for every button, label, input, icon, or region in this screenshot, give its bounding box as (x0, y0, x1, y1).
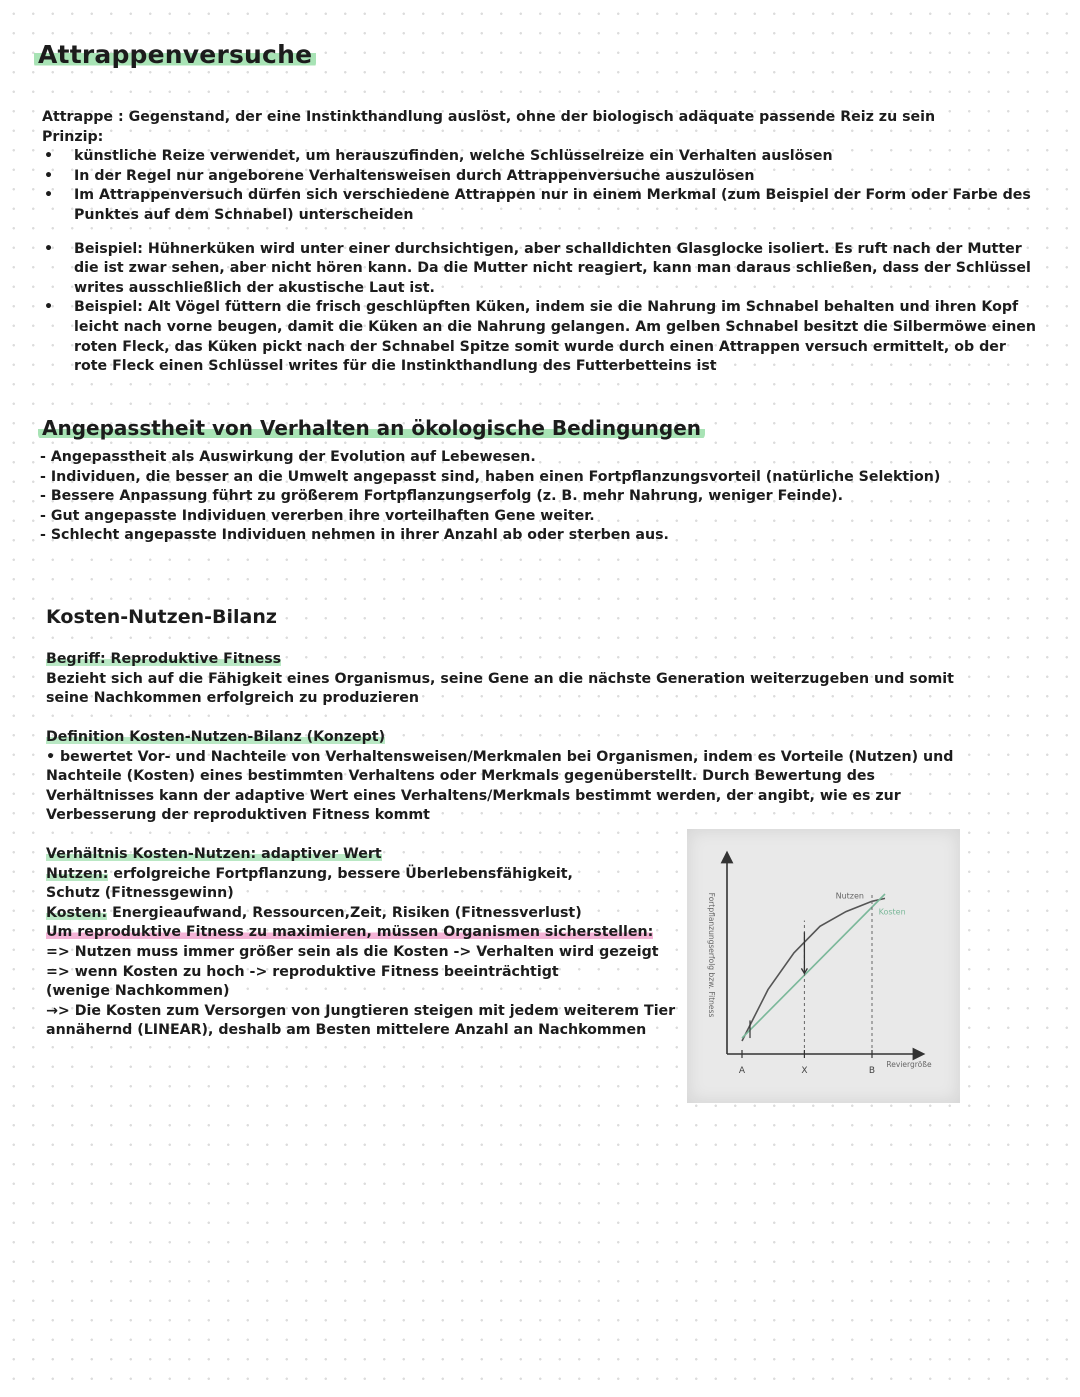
section1-title: Attrappenversuche (34, 40, 316, 69)
list-item: - Individuen, die besser an die Umwelt angepasst sind, haben einen Fortpflanzungsvorteil (natürliche Selektion) (40, 468, 941, 485)
section3-title: Kosten-Nutzen-Bilanz (46, 606, 277, 628)
list-item: - Schlecht angepasste Individuen nehmen in ihrer Anzahl ab oder sterben aus. (40, 527, 669, 544)
nutzen-label: Nutzen: (46, 865, 109, 882)
definition-heading: Definition Kosten-Nutzen-Bilanz (Konzept) (46, 729, 386, 745)
nutzen-text-2: Schutz (Fitnessgewinn) (46, 885, 234, 902)
list-item: • Beispiel: Hühnerküken wird unter einer durchsichtigen, aber schalldichten Glasglocke isoliert. Es ruft nach der Mutter die ist zwar sehen, aber nicht hören kann. Da die Mutter nicht reagiert, kann man daraus schließen, dass der Schlüssel writes ausschließlich der akustische Laut ist. (42, 240, 1042, 299)
arrow-line-3b: annähernd (LINEAR), deshalb am Besten mittelere Anzahl an Nachkommen (46, 1022, 647, 1039)
begriff-text: Bezieht sich auf die Fähigkeit eines Organismus, seine Gene an die nächste Generation weiterzugeben und somit seine Nachkommen erfolgreich zu produzieren (46, 670, 954, 707)
arrow-line-1: => Nutzen muss immer größer sein als die Kosten -> Verhalten wird gezeigt (46, 943, 659, 960)
attrappe-definition: Attrappe : Gegenstand, der eine Instinkthandlung auslöst, ohne der biologisch adäquate passende Reiz zu sein (42, 109, 936, 125)
list-item: - Bessere Anpassung führt zu größerem Fortpflanzungserfolg (z. B. mehr Nahrung, weniger Feinde). (40, 488, 843, 505)
y-axis-label: Fortpflanzungserfolg bzw. Fitness (707, 892, 716, 1018)
section2-title: Angepasstheit von Verhalten an ökologische Bedingungen (38, 416, 705, 440)
x-tick-label-b: B (868, 1066, 876, 1076)
series-label-kosten: Kosten (878, 907, 906, 917)
x-axis-label: Reviergröße (886, 1060, 932, 1069)
arrow-line-3: →> Die Kosten zum Versorgen von Jungtieren steigen mit jedem weiterem Tier (46, 1002, 676, 1019)
kosten-label: Kosten: (46, 904, 108, 921)
arrow-line-2b: (wenige Nachkommen) (46, 983, 230, 1000)
section1-body (42, 108, 1042, 377)
arrow-line-2: => wenn Kosten zu hoch -> reproduktive Fitness beeinträchtigt (46, 963, 559, 980)
verhaeltnis-heading: Verhältnis Kosten-Nutzen: adaptiver Wert (46, 846, 382, 862)
series-line-kosten (742, 894, 885, 1038)
verhaeltnis-block (46, 845, 686, 1041)
fitness-maximize-line: Um reproduktive Fitness zu maximieren, müssen Organismen sicherstellen: (46, 924, 654, 941)
x-tick-label-a: A (738, 1066, 746, 1076)
begriff-block (46, 650, 966, 709)
definition-block (46, 728, 956, 826)
list-item: • In der Regel nur angeborene Verhaltensweisen durch Attrappenversuche auszulösen (42, 167, 1042, 187)
nutzen-text: erfolgreiche Fortpflanzung, bessere Überlebensfähigkeit, (108, 865, 573, 882)
kosten-text: Energieaufwand, Ressourcen,Zeit, Risiken (Fitnessverlust) (107, 904, 582, 921)
cost-benefit-chart (687, 829, 960, 1103)
prinzip-list (42, 147, 1042, 225)
list-item: • Beispiel: Alt Vögel füttern die frisch geschlüpften Küken, indem sie die Nahrung im Schnabel behalten und ihren Kopf leicht nach vorne beugen, damit die Küken an die Nahrung gelangen. Am gelben Schnabel besitzt die Silbermöwe einen roten Fleck, das Küken pickt nach der Schnabel Spitze somit wurde durch einen Attrappen versuch ermittelt, ob der rote Fleck einen Schlüssel writes für die Instinkthandlung des Futterbetteins ist (42, 298, 1042, 376)
definition-text: • bewertet Vor- und Nachteile von Verhaltensweisen/Merkmalen bei Organismen, indem es Vorteile (Nutzen) und Nachteile (Kosten) eines bestimmten Verhaltens oder Merkmals gegenüberstellt. Durch Bewertung des Verhältnisses kann der adaptive Wert eines Verhaltens/Merkmals bestimmt werden, der angibt, wie es zur Verbesserung der reproduktiven Fitness kommt (46, 748, 954, 824)
list-item: • Im Attrappenversuch dürfen sich verschiedene Attrappen nur in einem Merkmal (zum Beispiel der Form oder Farbe des Punktes auf dem Schnabel) unterscheiden (42, 186, 1042, 225)
series-line-nutzen (742, 898, 885, 1041)
list-item: - Gut angepasste Individuen vererben ihre vorteilhaften Gene weiter. (40, 507, 595, 524)
examples-list (42, 240, 1042, 377)
list-item: - Angepasstheit als Auswirkung der Evolution auf Lebewesen. (40, 449, 536, 465)
chart-svg (687, 829, 960, 1103)
list-item: • künstliche Reize verwendet, um herauszufinden, welche Schlüsselreize ein Verhalten auslösen (42, 147, 1042, 167)
series-label-nutzen: Nutzen (835, 891, 864, 901)
begriff-heading: Begriff: Reproduktive Fitness (46, 651, 282, 667)
x-tick-label-x: X (801, 1066, 808, 1076)
section2-body (40, 448, 1040, 546)
prinzip-label: Prinzip: (42, 128, 104, 145)
